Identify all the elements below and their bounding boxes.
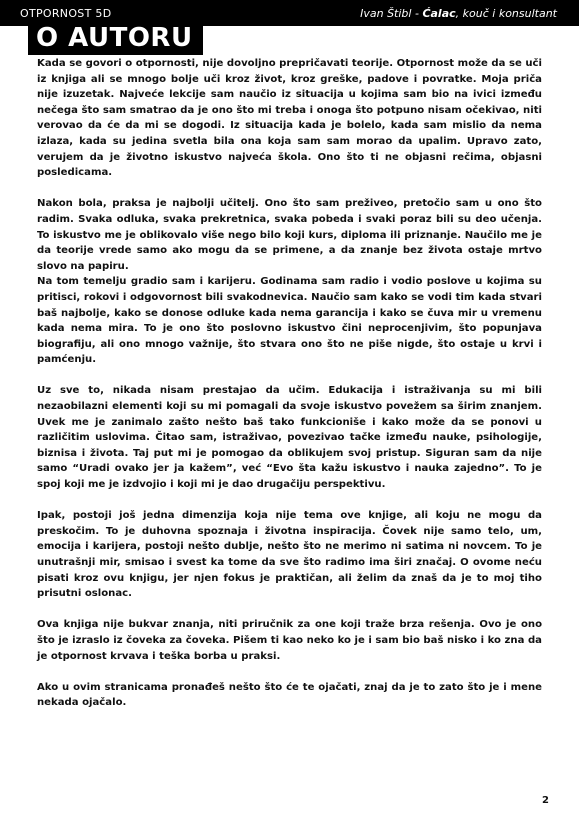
header-author-name: Ivan Štibl [360, 7, 412, 20]
paragraph: Nakon bola, praksa je najbolji učitelj. Ono što sam preživeo, pretočio sam u ono što radim. Svaka odluka, svaka prekretnica, svaka pobeda i svaki poraz bili su deo učenja. To iskustvo me je oblikovalo više nego bilo koji kurs, diploma ili priznanje. Naučilo me je da teorije vrede samo ako mogu da se primene, a da znanje bez života ostaje mrtvo slovo na papiru. [37, 198, 542, 272]
paragraph: Ako u ovim stranicama pronađeš nešto što će te ojačati, znaj da je to zato što je i mene nekada ojačalo. [37, 681, 542, 709]
page-number: 2 [542, 795, 549, 806]
header-role: , kouč i konsultant [455, 7, 557, 20]
paragraph: Ipak, postoji još jedna dimenzija koja nije tema ove knjige, ali koju ne mogu da preskočim. To je duhovna spoznaja i životna inspiracija. Čovek nije samo telo, um, emocija i karijera, postoji nešto dublje, nešto što ne merimo ni satima ni novcem. To je unutrašnji mir, smisao i svest ka tome da sve što radimo ima širi značaj. O ovome neću pisati kroz ovu knjigu, jer njen fokus je praktičan, ali želim da znaš da je to moj tiho prisutni oslonac. [37, 510, 542, 600]
header-book-title: OTPORNOST 5D [20, 7, 112, 20]
paragraph: Uz sve to, nikada nisam prestajao da učim. Edukacija i istraživanja su mi bili nezaobilazni elementi koji su mi pomagali da svoje iskustvo povežem sa širim znanjem. Uvek me je zanimalo zašto nešto baš tako funkcioniše i kako može da se ponovi u različitim uslovima. Čitao sam, istraživao, povezivao tačke između nauke, psihologije, biznisa i života. Taj put mi je pomogao da oblikujem svoj pristup. Siguran sam da nije samo “Uradi ovako jer ja kažem”, već “Evo šta kažu iskustvo i nauka zajedno”. To je spoj koji me je izdvojio i koji mi je dao drugačiju perspektivu. [37, 385, 542, 491]
paragraph: Ova knjiga nije bukvar znanja, niti priručnik za one koji traže brza rešenja. Ovo je ono što je izraslo iz čoveka za čoveka. Pišem ti kao neko ko je i sam bio baš nisko i ko zna da je otpornost krvava i teška borba u praksi. [37, 619, 542, 662]
paragraph: Kada se govori o otpornosti, nije dovoljno prepričavati teorije. Otpornost može da se uči iz knjiga ali se mnogo bolje uči kroz život, kroz greške, padove i povratke. Moja priča nije izuzetak. Najveće lekcije sam naučio iz situacija u kojima sam bio na ivici između nečega što sam smatrao da je ono što mi treba i onoga što potpuno nisam očekivao, niti verovao da će da mi se dogodi. Iz situacija kada je bolelo, kada sam mislio da nema izlaza, kada su jedina svetla bila ona koja sam sam morao da upalim. Upravo zato, verujem da je životno iskustvo najveća škola. Ono što ti ne objasni rečima, objasni posledicama. [37, 58, 542, 179]
page-title: O AUTORU [28, 22, 203, 55]
header-author-line [360, 7, 557, 20]
header-brand: Ćalac [422, 7, 456, 20]
header-separator: - [411, 7, 423, 20]
paragraph: Na tom temelju gradio sam i karijeru. Godinama sam radio i vodio poslove u kojima su pritisci, rokovi i odgovornost bili svakodnevica. Naučio sam kako se vodi tim kada stvari baš najbolje, kako se donose odluke kada nema garancija i kako se čuva mir u vremenu kada nema mira. To je ono što poslovno iskustvo čini neprocenjivim, što popunjava biografiju, ali ono mnogo važnije, što stvara ono što ne piše nigde, što ostaje u krvi i pamćenju. [37, 276, 542, 366]
body-text [37, 56, 542, 711]
